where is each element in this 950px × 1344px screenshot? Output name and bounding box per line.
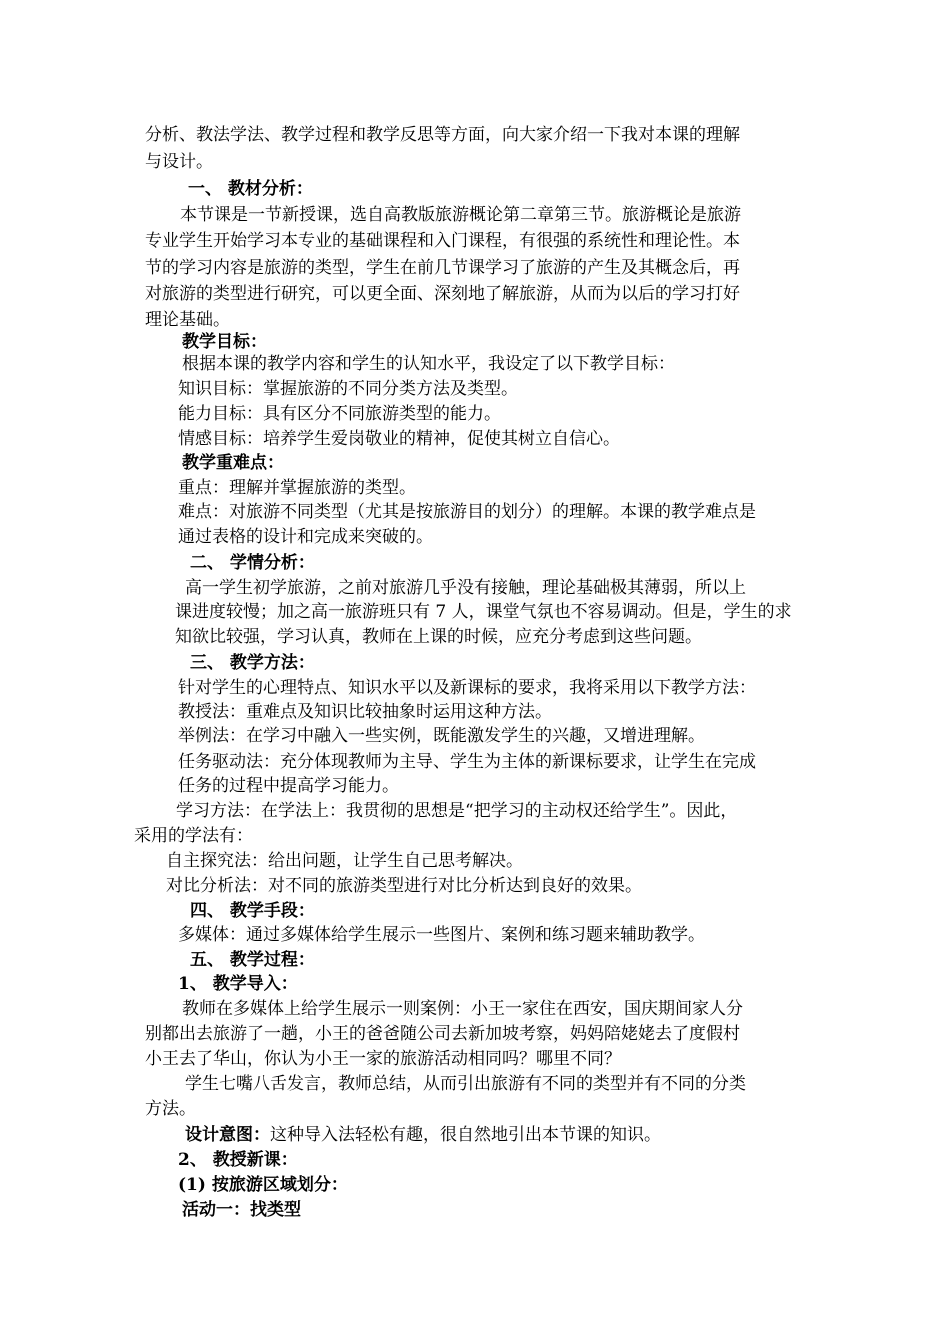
text-line: 别都出去旅游了一趟，小王的爸爸随公司去新加坡考察，妈妈陪姥姥去了度假村 <box>145 1024 740 1044</box>
text-line <box>185 1123 661 1147</box>
text-line: 多媒体：通过多媒体给学生展示一些图片、案例和练习题来辅助教学。 <box>178 925 705 945</box>
text-line: 教授法：重难点及知识比较抽象时运用这种方法。 <box>178 702 552 722</box>
subheading: 活动一：找类型 <box>182 1200 301 1220</box>
text-line: 能力目标：具有区分不同旅游类型的能力。 <box>178 404 501 424</box>
text-line: 学生七嘴八舌发言，教师总结，从而引出旅游有不同的类型并有不同的分类 <box>185 1074 746 1094</box>
section-heading: 五、 教学过程： <box>190 950 315 970</box>
text-line: 教师在多媒体上给学生展示一则案例：小王一家住在西安，国庆期间家人分 <box>182 999 743 1019</box>
text-line: 根据本课的教学内容和学生的认知水平，我设定了以下教学目标： <box>182 354 675 374</box>
text-line: 理论基础。 <box>145 310 230 330</box>
text-line: 采用的学法有： <box>134 826 253 846</box>
text-line: 自主探究法：给出问题，让学生自己思考解决。 <box>166 851 523 871</box>
text-line: 对比分析法：对不同的旅游类型进行对比分析达到良好的效果。 <box>166 876 642 896</box>
text-line: 举例法：在学习中融入一些实例，既能激发学生的兴趣，又增进理解。 <box>178 726 705 746</box>
subheading: 教学目标： <box>182 332 267 352</box>
text-line: 针对学生的心理特点、知识水平以及新课标的要求，我将采用以下教学方法： <box>178 678 756 698</box>
section-heading: 二、 学情分析： <box>190 553 315 573</box>
design-intent-text: 这种导入法轻松有趣，很自然地引出本节课的知识。 <box>270 1125 661 1145</box>
section-heading: 一、 教材分析： <box>188 179 313 199</box>
subheading: 2、 教授新课： <box>178 1150 298 1170</box>
text-line: 难点：对旅游不同类型（尤其是按旅游目的划分）的理解。本课的教学难点是 <box>178 502 756 522</box>
text-line: 高一学生初学旅游，之前对旅游几乎没有接触，理论基础极其薄弱，所以上 <box>185 578 746 598</box>
text-line: 与设计。 <box>145 152 213 172</box>
subheading: 1、 教学导入： <box>178 974 298 994</box>
text-line: 情感目标：培养学生爱岗敬业的精神，促使其树立自信心。 <box>178 429 620 449</box>
text-line: 对旅游的类型进行研究，可以更全面、深刻地了解旅游，从而为以后的学习打好 <box>145 284 740 304</box>
text-line: 知欲比较强，学习认真，教师在上课的时候，应充分考虑到这些问题。 <box>175 627 702 647</box>
design-intent-label: 设计意图： <box>185 1125 270 1145</box>
text-line: 通过表格的设计和完成来突破的。 <box>178 527 433 547</box>
section-heading: 四、 教学手段： <box>190 901 315 921</box>
text-line: 学习方法：在学法上：我贯彻的思想是“把学习的主动权还给学生”。因此， <box>176 801 738 821</box>
text-line: 重点：理解并掌握旅游的类型。 <box>178 478 416 498</box>
text-line: 专业学生开始学习本专业的基础课程和入门课程，有很强的系统性和理论性。本 <box>145 231 740 251</box>
text-line: 方法。 <box>145 1099 196 1119</box>
text-line: 任务的过程中提高学习能力。 <box>178 776 399 796</box>
text-line: 小王去了华山，你认为小王一家的旅游活动相同吗？哪里不同？ <box>145 1049 621 1069</box>
text-line: 任务驱动法：充分体现教师为主导、学生为主体的新课标要求，让学生在完成 <box>178 752 756 772</box>
subheading: 教学重难点： <box>182 453 284 473</box>
text-line: 节的学习内容是旅游的类型，学生在前几节课学习了旅游的产生及其概念后，再 <box>145 258 740 278</box>
text-line: 分析、教法学法、教学过程和教学反思等方面，向大家介绍一下我对本课的理解 <box>145 125 740 145</box>
section-heading: 三、 教学方法： <box>190 653 315 673</box>
text-line: 本节课是一节新授课，选自高教版旅游概论第二章第三节。旅游概论是旅游 <box>180 205 741 225</box>
subheading: (1) 按旅游区域划分： <box>178 1175 348 1195</box>
text-line: 课进度较慢；加之高一旅游班只有 7 人，课堂气氛也不容易调动。但是，学生的求 <box>175 602 792 622</box>
text-line: 知识目标：掌握旅游的不同分类方法及类型。 <box>178 379 518 399</box>
